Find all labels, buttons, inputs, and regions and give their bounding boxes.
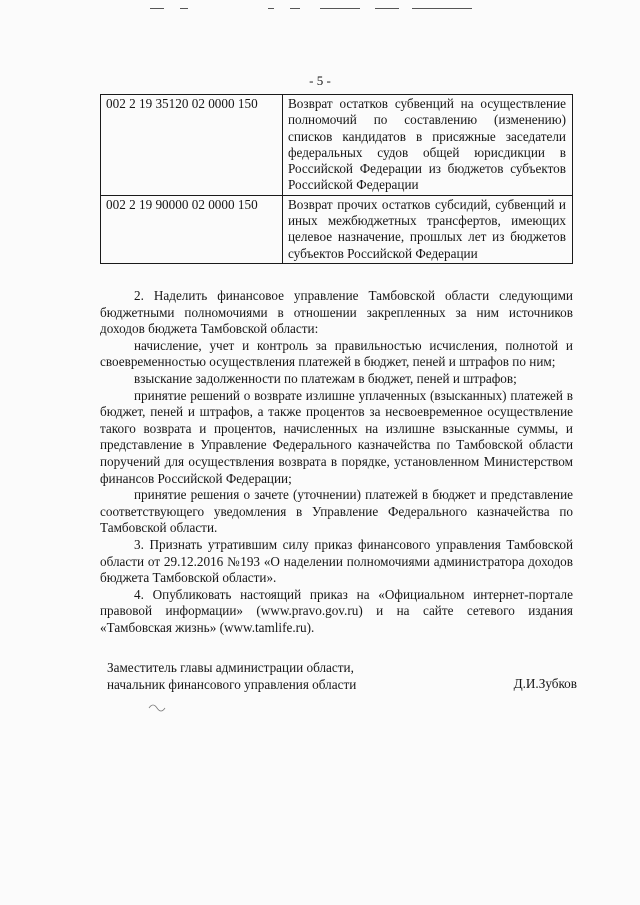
order-body	[100, 288, 573, 636]
paragraph-powers-collection: взыскание задолженности по платежам в бюджет, пеней и штрафов;	[134, 370, 517, 386]
signature-block	[107, 660, 577, 693]
paragraph-item-2: 2. Наделить финансовое управление Тамбовской области следующими бюджетными полномочиями в отношении закрепленных за ним источников доходов бюджета Тамбовской области:	[100, 288, 573, 337]
paragraph-powers-accrual: начисление, учет и контроль за правильностью исчисления, полнотой и своевременностью осуществления платежей в бюджет, пеней и штрафов по ним;	[100, 337, 573, 370]
description-cell: Возврат остатков субвенций на осуществление полномочий по составлению (изменению) списков кандидатов в присяжные заседатели федеральных судов общей юрисдикции в Российской Федерации из бюджетов субъектов Российской Федерации	[283, 95, 573, 196]
scan-mark-icon	[147, 700, 167, 714]
scan-artifact	[150, 8, 480, 14]
revenue-codes-table	[100, 94, 573, 264]
signatory-position: Заместитель главы администрации области,	[107, 660, 354, 675]
budget-code-cell: 002 2 19 35120 02 0000 150	[101, 95, 283, 196]
paragraph-item-3: 3. Признать утратившим силу приказ финансового управления Тамбовской области от 29.12.2016 №193 «О наделении полномочиями администратора доходов бюджета Тамбовской области».	[100, 536, 573, 586]
table-row	[101, 95, 573, 196]
budget-code-cell: 002 2 19 90000 02 0000 150	[101, 195, 283, 263]
table-row	[101, 195, 573, 263]
paragraph-item-4: 4. Опубликовать настоящий приказ на «Официальном интернет-портале правовой информации» (www.pravo.gov.ru) и на сайте сетевого издания «Тамбовская жизнь» (www.tamlife.ru).	[100, 586, 573, 635]
signatory-position: начальник финансового управления области	[107, 676, 357, 692]
signatory-name: Д.И.Зубков	[513, 676, 577, 691]
description-cell: Возврат прочих остатков субсидий, субвенций и иных межбюджетных трансфертов, имеющих целевое назначение, прошлых лет из бюджетов субъектов Российской Федерации	[283, 195, 573, 263]
paragraph-powers-refund: принятие решений о возврате излишне уплаченных (взысканных) платежей в бюджет, пеней и штрафов, а также процентов за несвоевременное осуществление такого возврата и процентов, начисленных на излишне взысканные суммы, и представление в Управление Федерального казначейства по Тамбовской области поручений для осуществления возврата в порядке, установленном Министерством финансов Российской Федерации;	[100, 387, 573, 486]
page-number: - 5 -	[309, 73, 331, 88]
paragraph-powers-offset: принятие решения о зачете (уточнении) платежей в бюджет и представление соответствующего уведомления в Управление Федерального казначейства по Тамбовской области.	[100, 487, 573, 536]
